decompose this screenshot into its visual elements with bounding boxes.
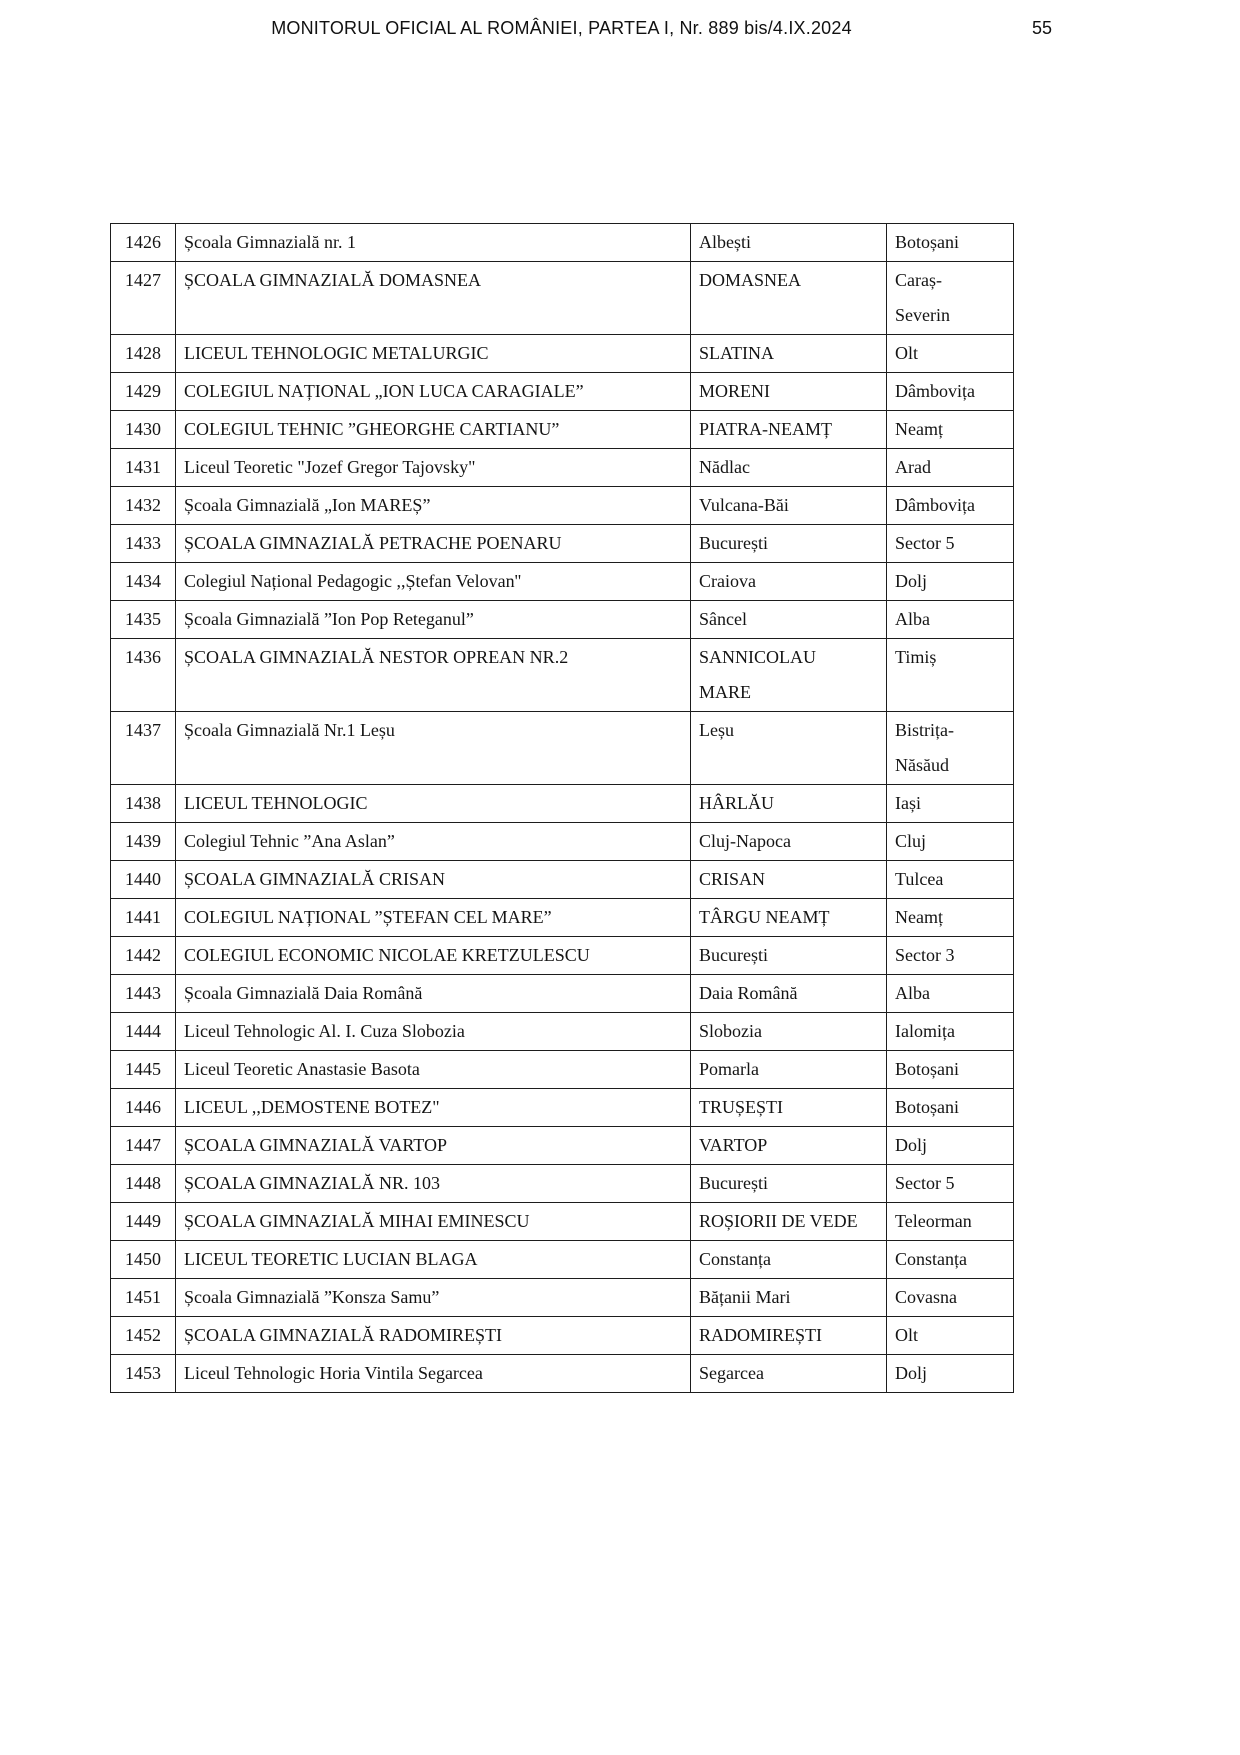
cell-county: Timiș — [887, 639, 1014, 712]
table-row — [111, 1051, 1014, 1089]
cell-number: 1434 — [111, 563, 176, 601]
table-row — [111, 601, 1014, 639]
cell-locality: Slobozia — [691, 1013, 887, 1051]
cell-locality: TRUȘEȘTI — [691, 1089, 887, 1127]
schools-table — [110, 223, 1014, 1393]
cell-school-name: ȘCOALA GIMNAZIALĂ VARTOP — [176, 1127, 691, 1165]
cell-school-name: ȘCOALA GIMNAZIALĂ DOMASNEA — [176, 262, 691, 335]
cell-school-name: ȘCOALA GIMNAZIALĂ CRISAN — [176, 861, 691, 899]
cell-school-name: Școala Gimnazială Nr.1 Leșu — [176, 712, 691, 785]
cell-school-name: Școala Gimnazială nr. 1 — [176, 224, 691, 262]
cell-number: 1440 — [111, 861, 176, 899]
cell-locality: DOMASNEA — [691, 262, 887, 335]
cell-county: Tulcea — [887, 861, 1014, 899]
cell-number: 1433 — [111, 525, 176, 563]
table-row — [111, 224, 1014, 262]
cell-number: 1453 — [111, 1355, 176, 1393]
cell-locality: Albești — [691, 224, 887, 262]
table-row — [111, 1317, 1014, 1355]
cell-school-name: LICEUL TEORETIC LUCIAN BLAGA — [176, 1241, 691, 1279]
cell-county: Bistrița-Năsăud — [887, 712, 1014, 785]
cell-county: Dâmbovița — [887, 373, 1014, 411]
cell-locality: MORENI — [691, 373, 887, 411]
cell-locality: Pomarla — [691, 1051, 887, 1089]
cell-number: 1438 — [111, 785, 176, 823]
cell-county: Neamț — [887, 411, 1014, 449]
cell-school-name: LICEUL TEHNOLOGIC METALURGIC — [176, 335, 691, 373]
cell-locality: ROȘIORII DE VEDE — [691, 1203, 887, 1241]
table-row — [111, 1013, 1014, 1051]
cell-number: 1452 — [111, 1317, 176, 1355]
cell-locality: Segarcea — [691, 1355, 887, 1393]
cell-county: Constanța — [887, 1241, 1014, 1279]
cell-school-name: Liceul Teoretic Anastasie Basota — [176, 1051, 691, 1089]
page-number: 55 — [1032, 18, 1053, 38]
cell-school-name: COLEGIUL NAȚIONAL ”ȘTEFAN CEL MARE” — [176, 899, 691, 937]
cell-county: Dâmbovița — [887, 487, 1014, 525]
table-row — [111, 373, 1014, 411]
cell-county: Alba — [887, 601, 1014, 639]
cell-locality: TÂRGU NEAMȚ — [691, 899, 887, 937]
cell-locality: RADOMIREȘTI — [691, 1317, 887, 1355]
table-row — [111, 1127, 1014, 1165]
cell-county: Covasna — [887, 1279, 1014, 1317]
cell-locality: Daia Română — [691, 975, 887, 1013]
cell-number: 1429 — [111, 373, 176, 411]
cell-county: Botoșani — [887, 1089, 1014, 1127]
table-row — [111, 975, 1014, 1013]
cell-number: 1432 — [111, 487, 176, 525]
cell-locality: SLATINA — [691, 335, 887, 373]
table-row — [111, 1203, 1014, 1241]
cell-county: Cluj — [887, 823, 1014, 861]
cell-school-name: Liceul Teoretic "Jozef Gregor Tajovsky" — [176, 449, 691, 487]
cell-locality: Sâncel — [691, 601, 887, 639]
cell-school-name: ȘCOALA GIMNAZIALĂ NESTOR OPREAN NR.2 — [176, 639, 691, 712]
table-row — [111, 1355, 1014, 1393]
cell-county: Botoșani — [887, 224, 1014, 262]
cell-school-name: LICEUL TEHNOLOGIC — [176, 785, 691, 823]
table-row — [111, 937, 1014, 975]
cell-number: 1431 — [111, 449, 176, 487]
table-row — [111, 525, 1014, 563]
cell-number: 1437 — [111, 712, 176, 785]
cell-school-name: LICEUL ,,DEMOSTENE BOTEZ" — [176, 1089, 691, 1127]
table-row — [111, 1165, 1014, 1203]
cell-locality: VARTOP — [691, 1127, 887, 1165]
cell-county: Sector 3 — [887, 937, 1014, 975]
cell-locality: Nădlac — [691, 449, 887, 487]
cell-locality: HÂRLĂU — [691, 785, 887, 823]
cell-locality: PIATRA-NEAMȚ — [691, 411, 887, 449]
table-row — [111, 1241, 1014, 1279]
cell-number: 1428 — [111, 335, 176, 373]
cell-school-name: ȘCOALA GIMNAZIALĂ MIHAI EMINESCU — [176, 1203, 691, 1241]
cell-locality: Cluj-Napoca — [691, 823, 887, 861]
cell-number: 1451 — [111, 1279, 176, 1317]
page-header-title: MONITORUL OFICIAL AL ROMÂNIEI, PARTEA I, Nr. 889 bis/4.IX.2024 — [271, 18, 852, 38]
cell-number: 1447 — [111, 1127, 176, 1165]
cell-school-name: Liceul Tehnologic Horia Vintila Segarcea — [176, 1355, 691, 1393]
cell-number: 1426 — [111, 224, 176, 262]
cell-number: 1435 — [111, 601, 176, 639]
cell-school-name: ȘCOALA GIMNAZIALĂ RADOMIREȘTI — [176, 1317, 691, 1355]
cell-school-name: ȘCOALA GIMNAZIALĂ NR. 103 — [176, 1165, 691, 1203]
cell-locality: București — [691, 525, 887, 563]
table-row — [111, 1279, 1014, 1317]
table-row — [111, 712, 1014, 785]
cell-number: 1439 — [111, 823, 176, 861]
cell-number: 1436 — [111, 639, 176, 712]
cell-school-name: Colegiul Tehnic ”Ana Aslan” — [176, 823, 691, 861]
cell-number: 1449 — [111, 1203, 176, 1241]
cell-number: 1448 — [111, 1165, 176, 1203]
cell-school-name: Școala Gimnazială Daia Română — [176, 975, 691, 1013]
cell-number: 1441 — [111, 899, 176, 937]
table-row — [111, 861, 1014, 899]
cell-locality: SANNICOLAU MARE — [691, 639, 887, 712]
cell-county: Dolj — [887, 563, 1014, 601]
table-row — [111, 823, 1014, 861]
table-row — [111, 262, 1014, 335]
table-row — [111, 1089, 1014, 1127]
cell-county: Olt — [887, 1317, 1014, 1355]
table-row — [111, 639, 1014, 712]
cell-county: Sector 5 — [887, 1165, 1014, 1203]
table-row — [111, 785, 1014, 823]
cell-county: Caraș-Severin — [887, 262, 1014, 335]
cell-county: Arad — [887, 449, 1014, 487]
cell-school-name: Liceul Tehnologic Al. I. Cuza Slobozia — [176, 1013, 691, 1051]
schools-table-body — [111, 224, 1014, 1393]
cell-locality: București — [691, 1165, 887, 1203]
cell-number: 1442 — [111, 937, 176, 975]
cell-number: 1430 — [111, 411, 176, 449]
cell-county: Dolj — [887, 1355, 1014, 1393]
cell-school-name: Școala Gimnazială „Ion MAREȘ” — [176, 487, 691, 525]
cell-school-name: Colegiul Național Pedagogic ,,Ștefan Velovan'' — [176, 563, 691, 601]
cell-locality: Craiova — [691, 563, 887, 601]
cell-school-name: COLEGIUL TEHNIC ”GHEORGHE CARTIANU” — [176, 411, 691, 449]
cell-school-name: ȘCOALA GIMNAZIALĂ PETRACHE POENARU — [176, 525, 691, 563]
table-row — [111, 899, 1014, 937]
cell-school-name: Școala Gimnazială ”Konsza Samu” — [176, 1279, 691, 1317]
cell-county: Dolj — [887, 1127, 1014, 1165]
cell-county: Alba — [887, 975, 1014, 1013]
cell-number: 1427 — [111, 262, 176, 335]
table-row — [111, 411, 1014, 449]
cell-school-name: COLEGIUL NAȚIONAL „ION LUCA CARAGIALE” — [176, 373, 691, 411]
table-row — [111, 335, 1014, 373]
cell-county: Botoșani — [887, 1051, 1014, 1089]
cell-school-name: Școala Gimnazială ”Ion Pop Reteganul” — [176, 601, 691, 639]
cell-locality: Leșu — [691, 712, 887, 785]
cell-locality: Constanța — [691, 1241, 887, 1279]
cell-number: 1443 — [111, 975, 176, 1013]
table-row — [111, 563, 1014, 601]
cell-number: 1450 — [111, 1241, 176, 1279]
cell-number: 1446 — [111, 1089, 176, 1127]
cell-county: Teleorman — [887, 1203, 1014, 1241]
cell-county: Olt — [887, 335, 1014, 373]
table-row — [111, 487, 1014, 525]
cell-locality: CRISAN — [691, 861, 887, 899]
cell-county: Iași — [887, 785, 1014, 823]
cell-locality: București — [691, 937, 887, 975]
cell-number: 1445 — [111, 1051, 176, 1089]
cell-county: Neamț — [887, 899, 1014, 937]
cell-school-name: COLEGIUL ECONOMIC NICOLAE KRETZULESCU — [176, 937, 691, 975]
cell-county: Ialomița — [887, 1013, 1014, 1051]
cell-county: Sector 5 — [887, 525, 1014, 563]
cell-locality: Bățanii Mari — [691, 1279, 887, 1317]
cell-number: 1444 — [111, 1013, 176, 1051]
table-row — [111, 449, 1014, 487]
cell-locality: Vulcana-Băi — [691, 487, 887, 525]
